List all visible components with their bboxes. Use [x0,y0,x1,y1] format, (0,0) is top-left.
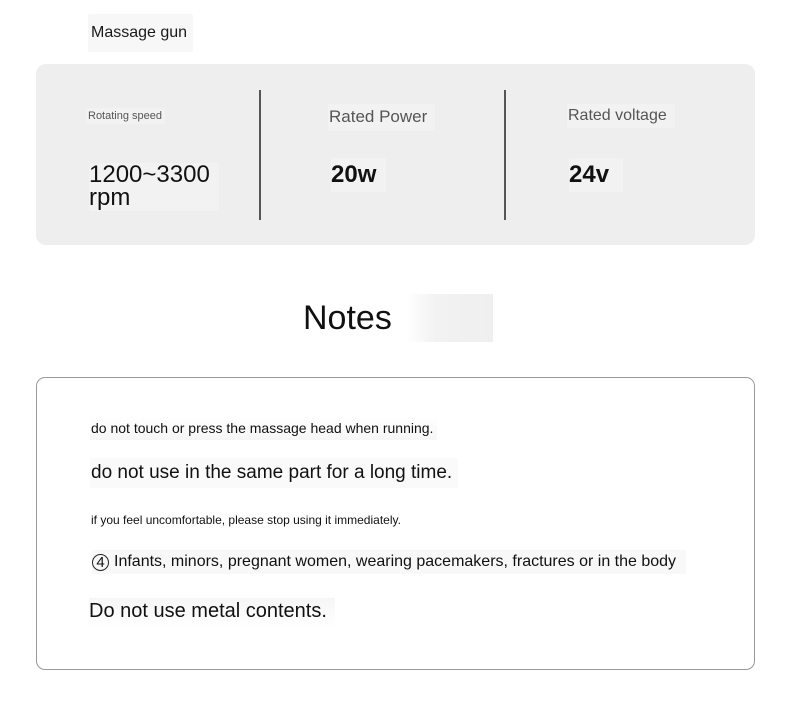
note-item: if you feel uncomfortable, please stop using it immediately. [91,513,401,527]
rated-voltage-label: Rated voltage [567,104,675,128]
note-text: Infants, minors, pregnant women, wearing pacemakers, fractures or in the body [114,553,677,570]
rotating-speed-value: 1200~3300 rpm [89,163,219,211]
note-item: Do not use metal contents. [89,598,335,627]
note-item [92,550,686,574]
circled-number-icon: 4 [92,554,109,571]
notes-title: Notes [301,294,493,342]
rated-power-value: 20w [331,158,386,192]
spec-divider [504,90,506,220]
product-name: Massage gun [88,14,193,52]
spec-panel [36,64,755,245]
rotating-speed-label: Rotating speed [86,108,165,124]
rated-voltage-value: 24v [569,158,623,192]
notes-box [36,377,755,670]
note-item: do not use in the same part for a long time. [90,458,458,488]
rated-power-label: Rated Power [328,104,435,131]
spec-divider [259,90,261,220]
note-item: do not touch or press the massage head when running. [90,416,437,440]
